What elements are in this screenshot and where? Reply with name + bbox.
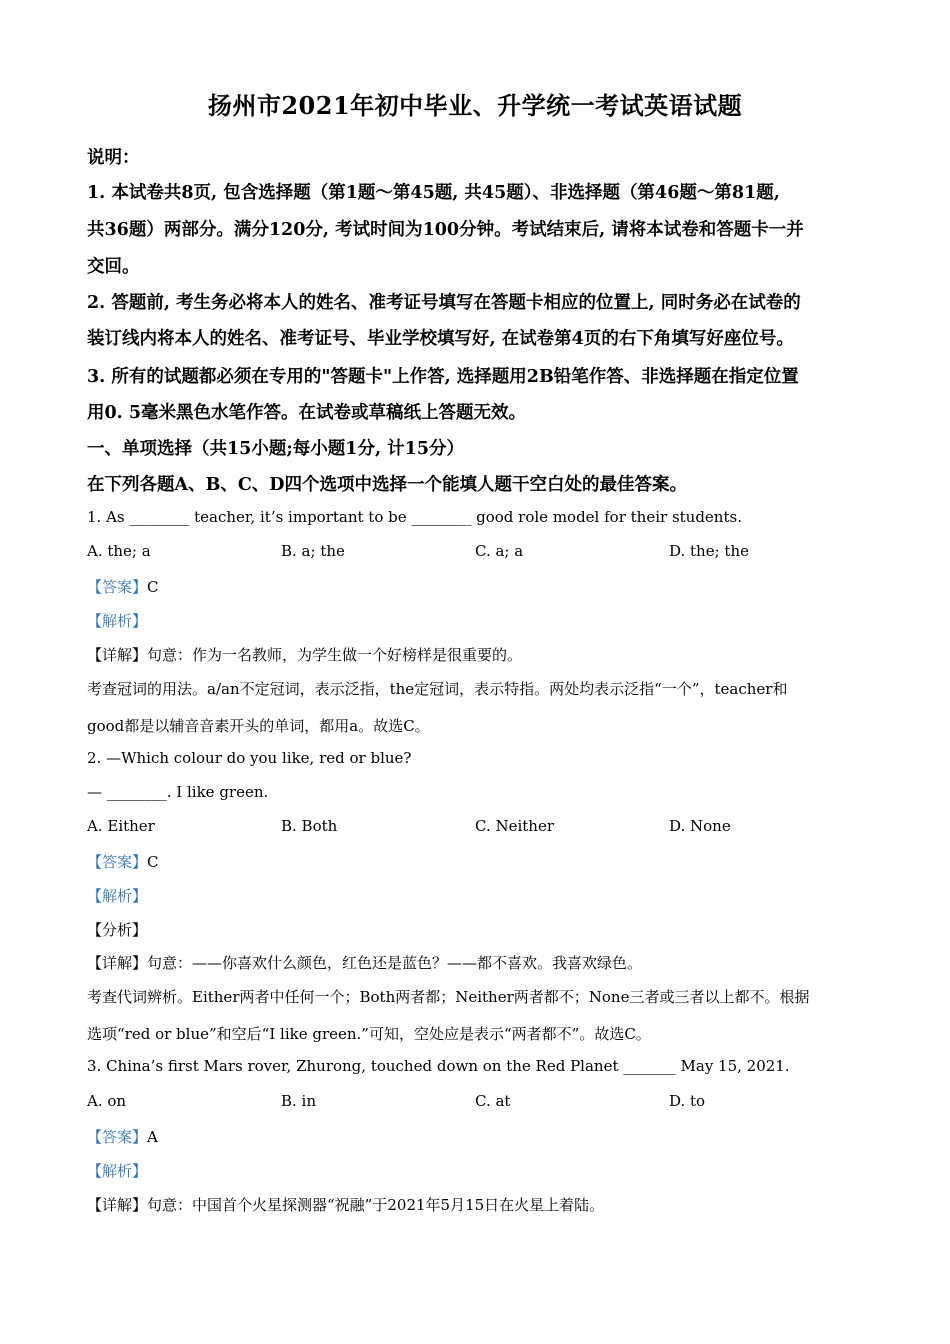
option-a: A. the; a (87, 542, 151, 560)
answer-label: 【答案】 (87, 853, 148, 871)
option-b: B. Both (281, 817, 338, 835)
analysis-tag: 【解析】 (87, 612, 148, 630)
answer-label: 【答案】 (87, 1128, 148, 1146)
analysis-tag: 【解析】 (87, 887, 148, 905)
option-d: D. to (669, 1092, 706, 1110)
analysis-tag: 【解析】 (87, 1162, 148, 1180)
analysis-label (87, 885, 877, 906)
question-stem: 1. As ________ teacher, it’s important to be ________ good role model for their students. (87, 508, 742, 526)
question-stem: 2. —Which colour do you like, red or blue? (87, 749, 412, 767)
instructions-heading: 说明： (87, 148, 140, 168)
explanation-line: 选项“red or blue”和空后“I like green.”可知，空处应是表示“两者都不”。故选C。 (87, 1025, 651, 1043)
section-heading: 一、单项选择（共15小题;每小题1分, 计15分） (87, 439, 465, 459)
answer-row (87, 1126, 877, 1147)
option-c: C. Neither (475, 817, 555, 835)
option-b: B. a; the (281, 542, 345, 560)
instruction-line: 装订线内将本人的姓名、准考证号、毕业学校填写好, 在试卷第4页的右下角填写好座位号。 (87, 329, 794, 349)
page-title: 扬州市2021年初中毕业、升学统一考试英语试题 (207, 91, 743, 120)
detail-label: 【详解】 (87, 954, 148, 972)
detail-row (87, 644, 877, 665)
answer-value: C (147, 578, 159, 596)
detail-label: 【详解】 (87, 1196, 148, 1214)
detail-text: 句意：中国首个火星探测器“祝融”于2021年5月15日在火星上着陆。 (147, 1196, 605, 1214)
option-d: D. the; the (669, 542, 749, 560)
option-d: D. None (669, 817, 731, 835)
answer-label: 【答案】 (87, 578, 148, 596)
fenxi-label: 【分析】 (87, 921, 148, 939)
detail-text: 句意：——你喜欢什么颜色，红色还是蓝色？——都不喜欢。我喜欢绿色。 (147, 954, 643, 972)
option-a: A. Either (87, 817, 155, 835)
instruction-line: 2. 答题前, 考生务必将本人的姓名、准考证号填写在答题卡相应的位置上, 同时务必在试卷的 (87, 293, 801, 313)
detail-label: 【详解】 (87, 646, 148, 664)
question-stem: — ________. I like green. (87, 783, 269, 801)
instruction-line: 交回。 (87, 257, 140, 277)
detail-text: 句意：作为一名教师，为学生做一个好榜样是很重要的。 (147, 646, 523, 664)
answer-row (87, 576, 877, 597)
detail-row (87, 1194, 877, 1215)
instruction-line: 用0. 5毫米黑色水笔作答。在试卷或草稿纸上答题无效。 (87, 403, 527, 423)
instruction-line: 1. 本试卷共8页, 包含选择题（第1题～第45题, 共45题）、非选择题（第46题～第81题, (87, 183, 780, 203)
option-a: A. on (87, 1092, 127, 1110)
answer-value: A (147, 1128, 158, 1146)
analysis-label (87, 1160, 877, 1181)
analysis-label (87, 610, 877, 631)
explanation-line: good都是以辅音音素开头的单词，都用a。故选C。 (87, 717, 430, 735)
option-b: B. in (281, 1092, 317, 1110)
explanation-line: 考查代词辨析。Either两者中任何一个；Both两者都；Neither两者都不；None三者或三者以上都不。根据 (87, 988, 810, 1006)
answer-value: C (147, 853, 159, 871)
instruction-line: 3. 所有的试题都必须在专用的"答题卡"上作答, 选择题用2B铅笔作答、非选择题在指定位置 (87, 367, 799, 387)
option-c: C. at (475, 1092, 511, 1110)
section-direction: 在下列各题A、B、C、D四个选项中选择一个能填人题干空白处的最佳答案。 (87, 475, 687, 495)
question-stem: 3. China’s first Mars rover, Zhurong, touched down on the Red Planet _______ May 15, 2021. (87, 1057, 790, 1075)
explanation-line: 考查冠词的用法。a/an不定冠词，表示泛指，the定冠词，表示特指。两处均表示泛指“一个”，teacher和 (87, 680, 788, 698)
option-c: C. a; a (475, 542, 524, 560)
answer-row (87, 851, 877, 872)
detail-row (87, 952, 877, 973)
instruction-line: 共36题）两部分。满分120分, 考试时间为100分钟。考试结束后, 请将本试卷和答题卡一并 (87, 220, 804, 240)
